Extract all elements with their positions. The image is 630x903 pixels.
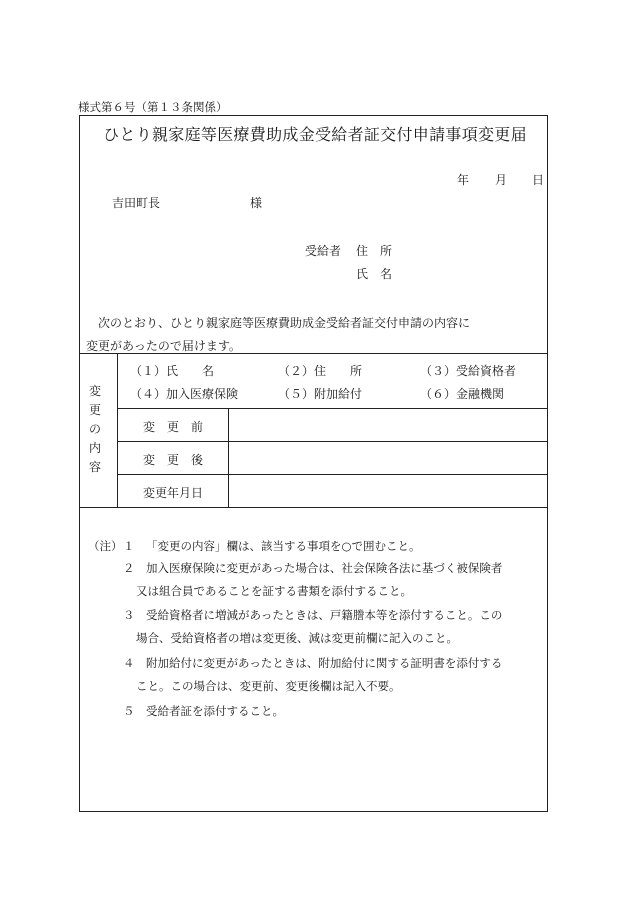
table-heading-divider [117, 353, 118, 507]
note-2-number: ２ [123, 561, 135, 575]
row-after-label: 変 更 後 [143, 453, 204, 467]
note-1-line-1: 「変更の内容」欄は、該当する事項を○で囲むこと。 [146, 539, 421, 553]
form-number: 様式第６号（第１３条関係） [78, 100, 228, 114]
change-content-heading [88, 382, 102, 477]
heading-char-2: 更 [88, 403, 101, 417]
table-row-divider-1 [117, 408, 548, 409]
date-year-label: 年 [457, 173, 470, 187]
note-4-line-1: 附加給付に変更があったときは、附加給付に関する証明書を添付する [146, 656, 503, 670]
note-5-number: ５ [123, 704, 135, 718]
heading-char-4: 内 [88, 441, 101, 455]
note-3-line-1: 受給資格者に増減があったときは、戸籍謄本等を添付すること。この [146, 608, 503, 622]
applicant-address-label: 住 所 [356, 244, 393, 258]
note-5-line-1: 受給者証を添付すること。 [146, 704, 284, 718]
table-label-divider [228, 408, 229, 507]
row-before-label: 変 更 前 [143, 420, 204, 434]
table-bottom-border [79, 507, 548, 508]
heading-char-5: 容 [88, 460, 101, 474]
note-3-line-2: 場合、受給資格者の増は変更後、減は変更前欄に記入のこと。 [136, 631, 458, 645]
option-name: （１）氏 名 [130, 364, 215, 378]
table-top-border [79, 353, 548, 354]
option-insurance: （４）加入医療保険 [130, 387, 239, 401]
date-day-label: 日 [532, 173, 545, 187]
applicant-name-label: 氏 名 [356, 267, 393, 281]
addressee-honorific: 様 [250, 196, 263, 210]
note-1-number: １ [123, 539, 135, 553]
page-title: ひとり親家庭等医療費助成金受給者証交付申請事項変更届 [103, 125, 527, 144]
heading-char-3: の [88, 422, 101, 436]
table-row-divider-3 [117, 474, 548, 475]
applicant-role-label: 受給者 [305, 244, 342, 258]
date-month-label: 月 [495, 173, 508, 187]
note-3-number: ３ [123, 608, 135, 622]
note-2-line-2: 又は組合員であることを証する書類を添付すること。 [136, 584, 412, 598]
heading-char-1: 変 [88, 384, 101, 398]
option-eligible-person: （３）受給資格者 [420, 364, 517, 378]
option-additional-benefit: （５）附加給付 [278, 387, 363, 401]
note-4-number: ４ [123, 656, 135, 670]
note-4-line-2: こと。この場合は、変更前、変更後欄は記入不要。 [136, 679, 401, 693]
option-financial-institution: （６）金融機関 [420, 387, 505, 401]
table-row-divider-2 [117, 441, 548, 442]
statement-line-1: 次のとおり、ひとり親家庭等医療費助成金受給者証交付申請の内容に [98, 316, 471, 330]
note-2-line-1: 加入医療保険に変更があった場合は、社会保険各法に基づく被保険者 [146, 561, 503, 575]
addressee-name: 吉田町長 [112, 196, 161, 210]
option-address: （２）住 所 [278, 364, 363, 378]
notes-prefix: （注） [88, 539, 123, 553]
statement-line-2: 変更があったので届けます。 [86, 339, 241, 353]
row-date-label: 変更年月日 [143, 486, 204, 500]
